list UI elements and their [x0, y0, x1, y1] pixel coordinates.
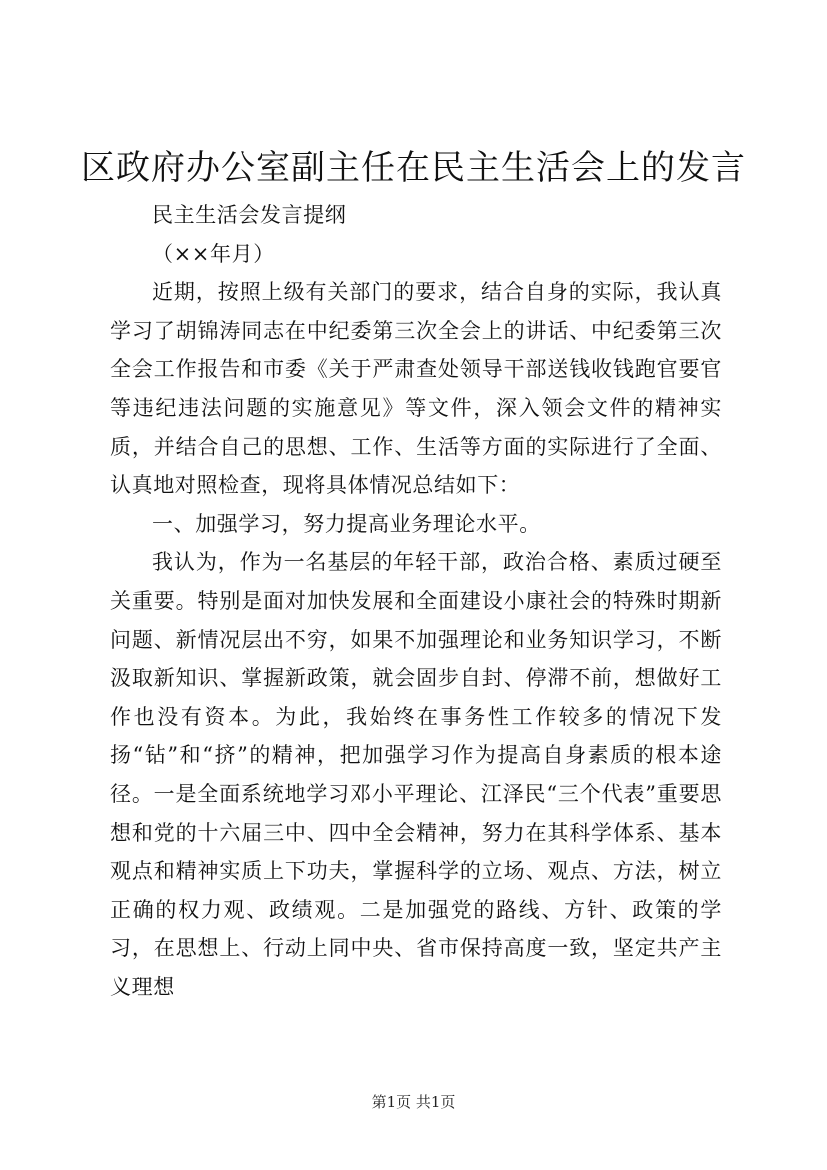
- subtitle-outline: 民主生活会发言提纲: [152, 203, 347, 227]
- section-heading-1: 一、加强学习，努力提高业务理论水平。: [152, 511, 541, 536]
- document-body: [110, 196, 722, 1006]
- paragraph-intro: 近期，按照上级有关部门的要求，结合自身的实际，我认真学习了胡锦涛同志在中纪委第三次全会上的讲话、中纪委第三次全会工作报告和市委《关于严肃查处领导干部送钱收钱跑官要官等违纪违法问题的实施意见》等文件，深入领会文件的精神实质，并结合自己的思想、工作、生活等方面的实际进行了全面、认真地对照检查，现将具体情况总结如下：: [110, 280, 722, 498]
- page-number-footer: 第1页 共1页: [371, 1093, 456, 1111]
- date-line: （××年月）: [152, 241, 275, 266]
- paragraph-study: 我认为，作为一名基层的年轻干部，政治合格、素质过硬至关重要。特别是面对加快发展和全面建设小康社会的特殊时期新问题、新情况层出不穷，如果不加强理论和业务知识学习，不断汲取新知识、掌握新政策，就会固步自封、停滞不前，想做好工作也没有资本。为此，我始终在事务性工作较多的情况下发扬“钻”和“挤”的精神，把加强学习作为提高自身素质的根本途径。一是全面系统地学习邓小平理论、江泽民“三个代表”重要思想和党的十六届三中、四中全会精神，努力在其科学体系、基本观点和精神实质上下功夫，掌握科学的立场、观点、方法，树立正确的权力观、政绩观。二是加强党的路线、方针、政策的学习，在思想上、行动上同中央、省市保持高度一致，坚定共产主义理想: [110, 550, 722, 999]
- document-title: 区政府办公室副主任在民主生活会上的发言: [81, 148, 746, 188]
